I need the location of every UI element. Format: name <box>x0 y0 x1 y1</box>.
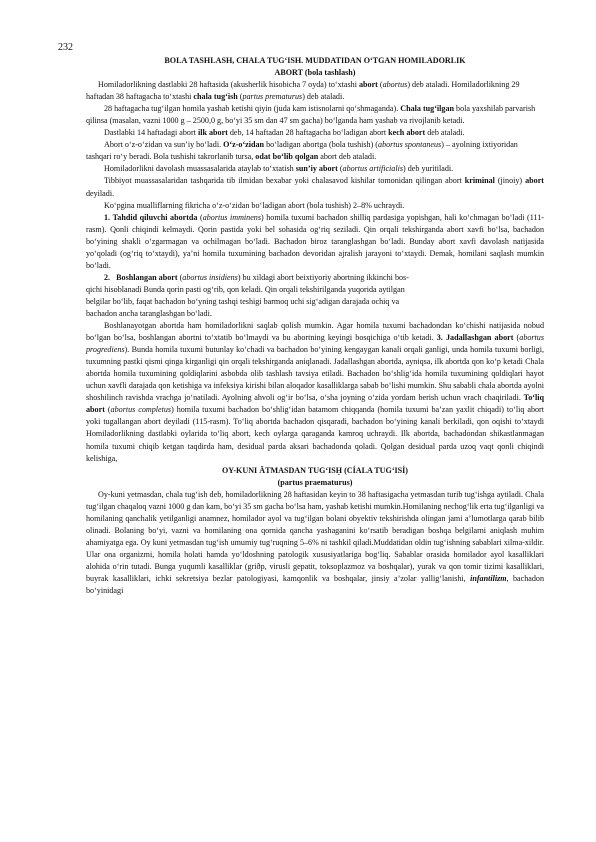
paragraph-early-late-abort <box>86 127 544 139</box>
bold-term: kech abort <box>388 128 426 138</box>
paragraph-progressing-abort <box>86 320 544 465</box>
section-heading-line-2: (partus praematurus) <box>277 477 353 487</box>
text-run: 28 haftagacha tug‘ilgan homila yashab ketishi qiyin (juda kam istisnolarni qo‘shmaganda). <box>104 104 401 114</box>
bold-term: abort <box>358 80 378 90</box>
bold-term: To‘liq abort <box>86 393 544 415</box>
text-run: ( <box>177 272 183 282</box>
text-run: (jinoiy) <box>494 176 526 186</box>
text-run: ) bu xildagi abort beixtiyoriy abortning ikkinchi bos- <box>237 272 409 282</box>
paragraph-frequency <box>86 200 544 212</box>
text-run: ). Bunda homila tuxumi butunlay ko‘chadi va bachadon bo‘yining kengaygan kanali orqali ganligi, unda homila tuxumi borligi, tuxumning pastki qismi qinga kirganligi qin orqali tekshirganda aniqlanadi. Jadallashgan abortda, ayniqsa, ilk abortda qon ko‘p ketadi Chala abortda homila tuxumining qoldiqlarini asbobda olib tashlash tavsiya etiladi. Bachadon bo‘shlig‘ida homila tuxumining qoldiqlari hayot uchun xavfli darajada qon ketishiga va infeksiya kirishi bilan aloqador kasalliklarga sabab bo‘lishi mumkin. Shu sababli chala abortda ayolni shoshilinch ravishda vrachga jo‘natiladi. Ayolning ahvoli og‘ir bo‘lsa, o‘sha joyning o‘zida yordam berish uchun vrach chaqiriladi. <box>86 345 544 403</box>
paragraph-spontaneous-abort <box>86 139 544 163</box>
latin-term: abortus spontaneus <box>378 140 442 150</box>
paragraph-premature-birth <box>86 489 544 597</box>
paragraph-criminal-abort <box>86 175 544 199</box>
bold-term: Tahdid qiluvchi abortda <box>112 212 198 222</box>
text-run: Dastlabki 14 haftadagi abort <box>104 128 198 138</box>
bold-term: 3. Jadallashgan abort <box>436 333 514 343</box>
bold-term: abort <box>525 176 544 186</box>
text-run: ) deb ataladi. Homiladorlikning 29 haftadan 38 haftagacha to‘xtashi <box>86 80 520 102</box>
text-run: ) homila tuxumi bachadon bo‘shlig‘idan batamom chiqqanda (homila tuxumi ba’zan yaxlit chiqadi) to‘liq abort yoki tugallangan abort deyiladi (115-rasm). To‘liq abortda bachadon qisqaradi, bachadon bo‘yining kanali berkiladi, qon oqishi to‘xtaydi Homiladorlikning dastlabki oylarida to‘liq abort, kech oylarga qaraganda kamroq uchraydi. Ilk abortda, bachadondan shikastlanmagan homila tuxumi chiqib ketgan taqdirda ham, desidual parda aksari bachadonda qoladi. Qolgan desidual parda uzoq vaqt qonli chiqindi kelishiga, <box>86 405 544 463</box>
bold-term: chala tug‘ish <box>193 92 238 102</box>
text-run: ( <box>377 80 383 90</box>
latin-term: abortus progrediens <box>86 333 545 355</box>
latin-term: abortus artificialis <box>342 164 404 174</box>
section-title-line-2: ABORT (bola tashlash) <box>274 68 356 78</box>
text-run: Boshlanayotgan abortda ham homiladorlikni saqlab qolish mumkin. Agar homila tuxumi bachadondan ko‘chishi natijasida nobud bo‘lgan bo‘lsa, boshlangan abortni to‘xtatib bo‘lmaydi va bu abortning keyingi bosqichiga o‘tib ketadi. <box>86 321 544 343</box>
text-line: belgilar bo‘lib, faqat bachadon bo‘yning tashqi teshigi barmoq uchi sig‘adigan darajada ochiq va <box>86 296 400 306</box>
text-run: deb ataladi. <box>425 128 465 138</box>
list-number: 2. <box>104 272 111 282</box>
bold-italic-term: infantilizm <box>470 574 507 584</box>
list-item-threatened-abort <box>86 212 544 272</box>
bold-term: sun’iy abort <box>295 164 338 174</box>
text-run: Abort o‘z-o‘zidan va sun’iy bo‘ladi. <box>104 140 224 150</box>
text-run: Oy-kuni yetmasdan, chala tug‘ish deb, homiladorlikning 28 haftasidan keyin to 38 haftasigacha yetmasdan turib tug‘ishga aytiladi. Chala tug‘ilgan chaqaloq vazni 1000 g dan kam, bo‘yi 35 sm gacha bo‘lsa ham, yashab ketishi mumkin.Homilaning nechog‘lik erta tug‘ilganligi va homilaning qanchalik yetilganligi anamnez, homilador ayol va tug‘ilgan bolani obyektiv tekshirishda olingan jami a’lumotlarga qarab bilib olinadi. Bolaning bo‘yi, vazni va homilaning ona qornida qancha yashaganini ko‘rsatib beradigan boshqa belgilarni aniqlash muhim ahamiyatga ega. Oy kuni yetmasdan tug‘ish umumiy tug‘ruqning 5–6% ni tashkil qiladi.Muddatidan oldin tug‘ishning sabablari xilma-xildir. Ular ona organizmi, homila holati hamda yo‘ldoshning patologik xususiyatlariga bog‘liq. Sabablar orasida homilador ayol kasalliklari alohida o‘rin tutadi. Bunga yuqumli kasalliklar (griðp, virusli gepatit, toksoplazmoz va boshqalar), yurak va qon tomir tizimi kasalliklari, buyrak kasalliklari, ichki sekretsiya bezlar patologiyasi, kamqonlik va boshqalar, jinsiy a’zolar yallig‘lanishi, <box>86 489 544 584</box>
text-run: Tibbiyot muassasalaridan tashqarida tib ilmidan bexabar yoki chalasavod kishilar tomonidan qilingan abort <box>104 176 465 186</box>
text-run: ( <box>337 164 343 174</box>
text-run: deyiladi. <box>86 188 115 198</box>
text-run: bo‘ladigan abortga (bola tushish) ( <box>264 140 379 150</box>
document-body <box>86 55 544 597</box>
section-heading-line-1: OY-KUNI ÄTMASDAN TUG‘ISḤ (CÍALA TUG‘ISÍ) <box>221 465 409 475</box>
text-run: ) – ayolning ixtiyoridan tashqari ro‘y beradi. Bola tushishi takrorlanib tursa, <box>86 140 518 162</box>
text-run: ( <box>237 92 243 102</box>
text-run: deb, 14 haftadan 28 haftagacha bo‘ladigan abort <box>227 128 389 138</box>
text-run: ( <box>513 333 520 343</box>
paragraph-abort-definition <box>86 79 544 103</box>
text-run: ( <box>197 212 203 222</box>
text-run: Homiladorlikning dastlabki 28 haftasida (akusherlik hisobicha 7 oyda) to‘xtashi <box>98 80 359 90</box>
bold-term: odat bo‘lib qolgan <box>255 152 319 162</box>
text-line: bachadon ancha taranglashgan bo‘ladi. <box>86 308 212 318</box>
list-number: 1. <box>104 212 111 222</box>
paragraph-artificial-abort <box>86 163 544 175</box>
section-title-line-1: BOLA TASHLASH, CHALA TUG‘ISH. MUDDATIDAN O‘TGAN HOMILADORLIK <box>164 56 466 65</box>
page-number: 232 <box>58 42 73 53</box>
text-run: abort deb ataladi. <box>318 152 377 162</box>
latin-term: abortus insidiens <box>182 272 238 282</box>
list-item-beginning-abort <box>86 272 544 320</box>
bold-term: Chala tug‘ilgan <box>400 104 454 114</box>
section-title <box>86 55 544 79</box>
paragraph-premature-survival <box>86 103 544 127</box>
latin-term: abortus <box>382 80 408 90</box>
text-run: Homiladorlikni davolash muassasalarida ataylab to‘xtatish <box>104 164 296 174</box>
text-run: bola yaxshilab parvarish qilinsa (masalan, vazni 1000 g – 2500,0 g, bo‘yi 35 sm dan 47 sm gacha) bo‘lganda ham yashab va rivojlanib ketadi. <box>86 104 536 126</box>
text-run: ) deb yuritiladi. <box>403 164 454 174</box>
latin-term: partus prematurus <box>242 92 303 102</box>
bold-term: O‘z-o‘zidan <box>223 140 265 150</box>
bold-term: ilk abort <box>197 128 228 138</box>
bold-term: kriminal <box>464 176 495 186</box>
text-run: Ko‘pgina mualliflarning fikricha o‘z-o‘zidan bo‘ladigan abort (bola tushish) 2–8% uchraydi. <box>104 200 405 210</box>
text-run: ) deb ataladi. <box>302 92 345 102</box>
latin-term: abortus completus <box>110 405 172 415</box>
text-line: qichi hisoblanadi Bunda qorin pasti og‘rib, qon keladi. Qin orqali tekshirilganda yuqorida aytilgan <box>86 284 405 294</box>
bold-term: Boshlangan abort <box>116 272 178 282</box>
section-heading-premature-birth <box>86 465 544 489</box>
text-run: , bachadon bo‘yinidagi <box>86 574 544 596</box>
text-run: ) homila tuxumi bachadon shilliq pardasiga yopishgan, hali ko‘chmagan bo‘ladi (111-rasm). Qonli chiqindi kelmaydi. Qorin pastida yoki bel sohasida og‘riq seziladi. Qin orqali tekshirganda abort xavfi bo‘lsa, bachadon bo‘yining shakli o‘zgarmagan va ochilmagan bo‘ladi. Bachadon biroz taranglashgan bo‘ladi. Bunday abort xavfi davolash natijasida yo‘qoladi (og‘riq to‘xtaydi), ya’ni homila tuxumining bachadon devoridan ajralish jarayoni to‘xtaydi. Demak, homilani saqlash mumkin bo‘ladi. <box>86 212 544 270</box>
latin-term: abortus imminens <box>202 212 261 222</box>
text-run: ( <box>104 405 111 415</box>
